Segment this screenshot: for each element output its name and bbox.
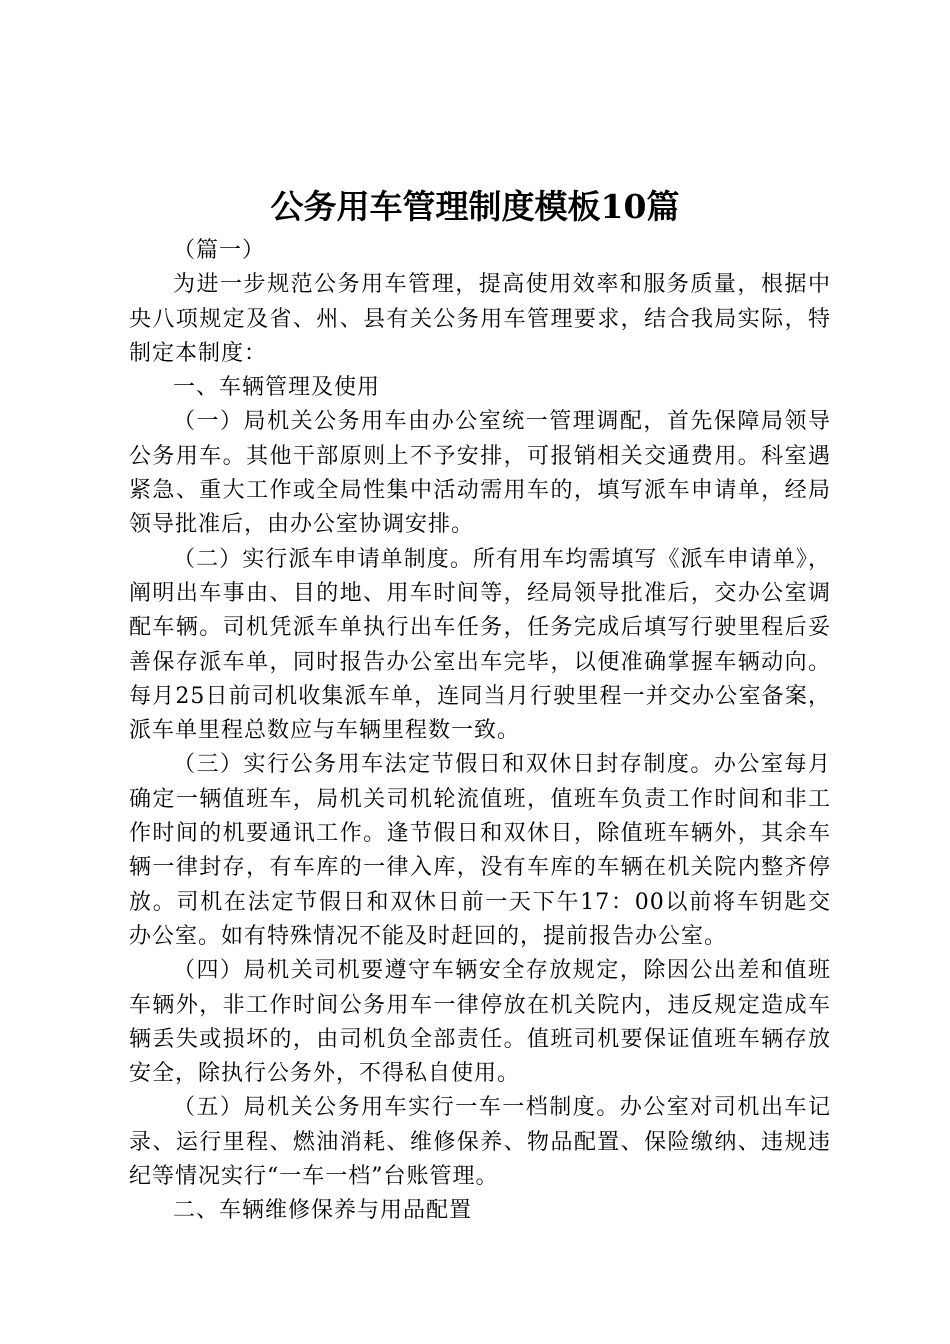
document-title: 公务用车管理制度模板10篇 (270, 187, 680, 226)
clause-2: （二）实行派车申请单制度。所有用车均需填写《派车申请单》，阐明出车事由、目的地、用车时间等，经局领导批准后，交办公室调配车辆。司机凭派车单执行出车任务，任务完成后填写行驶里程后妥善保存派车单，同时报告办公室出车完毕，以便准确掌握车辆动向。每月25日前司机收集派车单，连同当月行驶里程一并交办公室备案，派车单里程总数应与车辆里程数一致。 (129, 546, 831, 744)
clause-3: （三）实行公务用车法定节假日和双休日封存制度。办公室每月确定一辆值班车，局机关司机轮流值班，值班车负责工作时间和非工作时间的机要通讯工作。逢节假日和双休日，除值班车辆外，其余车辆一律封存，有车库的一律入库，没有车库的车辆在机关院内整齐停放。司机在法定节假日和双休日前一天下午17：00以前将车钥匙交办公室。如有特殊情况不能及时赶回的，提前报告办公室。 (129, 752, 831, 949)
document-body (129, 234, 831, 1229)
clause-1: （一）局机关公务用车由办公室统一管理调配，首先保障局领导公务用车。其他干部原则上不予安排，可报销相关交通费用。科室遇紧急、重大工作或全局性集中活动需用车的，填写派车申请单，经局领导批准后，由办公室协调安排。 (129, 409, 831, 538)
clause-4: （四）局机关司机要遵守车辆安全存放规定，除因公出差和值班车辆外，非工作时间公务用车一律停放在机关院内，违反规定造成车辆丢失或损坏的，由司机负全部责任。值班司机要保证值班车辆存放安全，除执行公务外，不得私自使用。 (129, 958, 831, 1087)
intro-paragraph: 为进一步规范公务用车管理，提高使用效率和服务质量，根据中央八项规定及省、州、县有关公务用车管理要求，结合我局实际，特制定本制度： (129, 272, 831, 366)
section-heading-1: 一、车辆管理及使用 (173, 375, 381, 401)
section-heading-2: 二、车辆维修保养与用品配置 (173, 1198, 473, 1224)
clause-5: （五）局机关公务用车实行一车一档制度。办公室对司机出车记录、运行里程、燃油消耗、维修保养、物品配置、保险缴纳、违规违纪等情况实行“一车一档”台账管理。 (129, 1095, 831, 1190)
section-label: （篇一） (173, 238, 266, 263)
